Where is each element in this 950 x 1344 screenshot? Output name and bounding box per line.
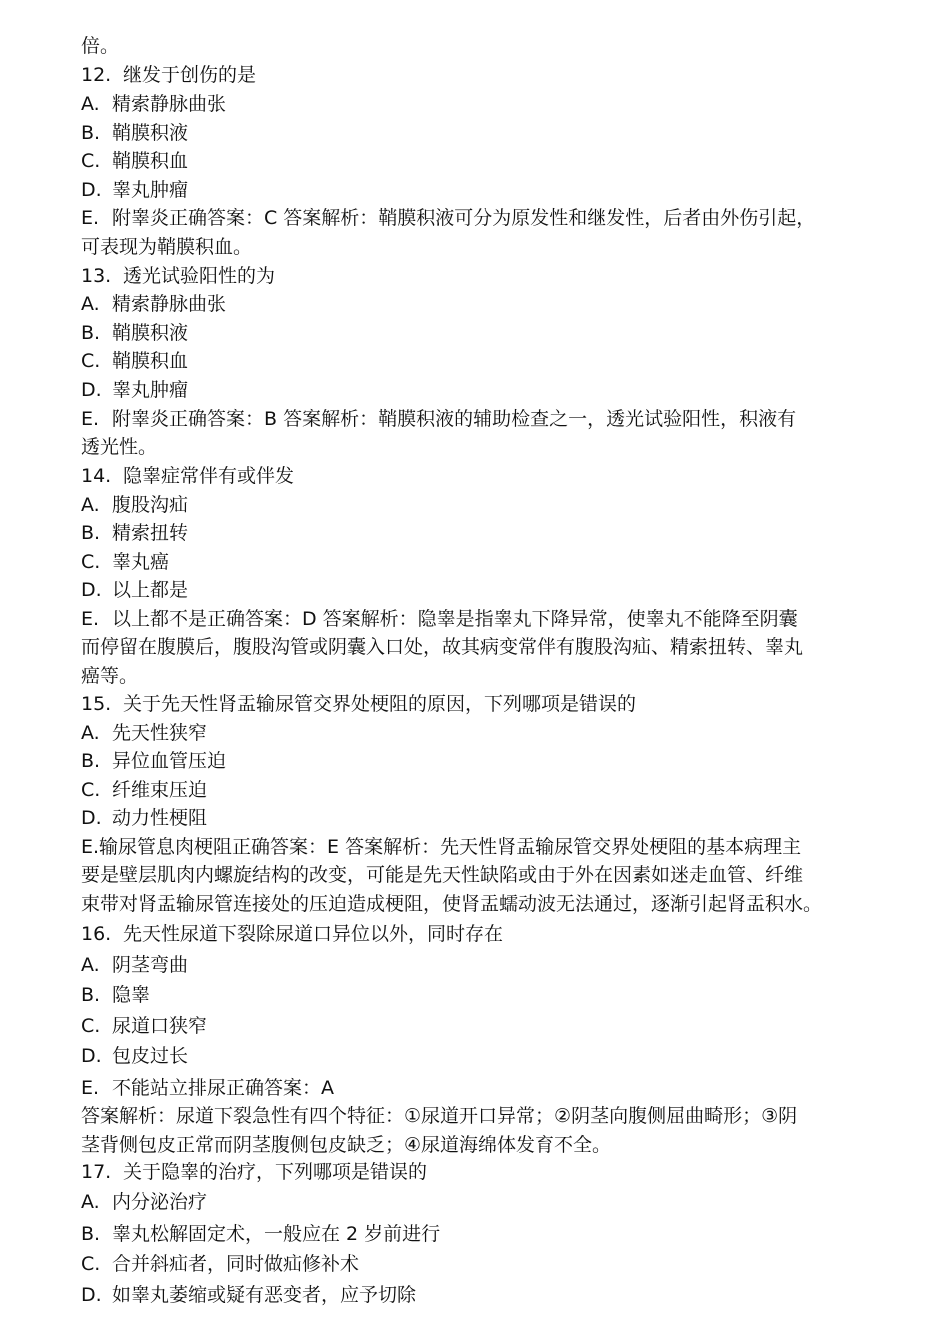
option-line — [81, 1286, 416, 1305]
question-line — [81, 267, 275, 286]
option-text: 隐睾 — [112, 984, 151, 1006]
option-line — [81, 581, 188, 600]
question-line — [81, 925, 503, 944]
option-key: B. — [81, 122, 101, 144]
question-number: 14. — [81, 465, 112, 487]
option-key: D. — [81, 807, 102, 829]
text-line: 可表现为鞘膜积血。 — [81, 236, 253, 258]
option-text: 鞘膜积液 — [112, 122, 189, 144]
question-text: 关于先天性肾盂输尿管交界处梗阻的原因，下列哪项是错误的 — [123, 693, 637, 715]
option-line — [81, 1017, 207, 1036]
option-key: E. — [81, 608, 100, 630]
option-line — [81, 1079, 334, 1098]
option-text: 先天性狭窄 — [112, 722, 208, 744]
option-text: 精索静脉曲张 — [112, 93, 227, 115]
option-line — [81, 553, 169, 572]
option-text: 异位血管压迫 — [112, 750, 227, 772]
question-line — [81, 66, 256, 85]
option-text: 阴茎弯曲 — [112, 954, 189, 976]
option-line — [81, 752, 226, 771]
question-number: 13. — [81, 265, 112, 287]
text-line: 要是壁层肌肉内螺旋结构的改变，可能是先天性缺陷或由于外在因素如迷走血管、纤维 — [81, 864, 804, 886]
option-text: 附睾炎正确答案：B 答案解析：鞘膜积液的辅助检查之一，透光试验阳性，积液有 — [112, 408, 797, 430]
option-key: E. — [81, 1077, 100, 1099]
option-key: A. — [81, 1191, 100, 1213]
question-line — [81, 1163, 427, 1182]
option-text: 睾丸松解固定术，一般应在 2 岁前进行 — [112, 1223, 441, 1245]
question-number: 17. — [81, 1161, 112, 1183]
option-line — [81, 724, 207, 743]
option-line — [81, 1255, 359, 1274]
option-line — [81, 1047, 188, 1066]
option-text: 纤维束压迫 — [112, 779, 208, 801]
option-line — [81, 610, 798, 629]
option-key: B. — [81, 750, 101, 772]
question-text: 透光试验阳性的为 — [123, 265, 276, 287]
option-text: 内分泌治疗 — [112, 1191, 208, 1213]
option-text: 以上都不是正确答案：D 答案解析：隐睾是指睾丸下降异常，使睾丸不能降至阴囊 — [112, 608, 798, 630]
option-key: D. — [81, 179, 102, 201]
option-text: 如睾丸萎缩或疑有恶变者，应予切除 — [112, 1284, 417, 1306]
option-key: A. — [81, 722, 100, 744]
option-text: 睾丸肿瘤 — [112, 179, 189, 201]
question-number: 16. — [81, 923, 112, 945]
question-number: 12. — [81, 64, 112, 86]
option-key: A. — [81, 293, 100, 315]
option-text: 动力性梗阻 — [112, 807, 208, 829]
question-number: 15. — [81, 693, 112, 715]
option-key: A. — [81, 954, 100, 976]
option-key: A. — [81, 494, 100, 516]
question-line — [81, 467, 294, 486]
option-line — [81, 956, 188, 975]
option-line — [81, 410, 796, 429]
option-line — [81, 496, 188, 515]
option-key: B. — [81, 1223, 101, 1245]
option-key: C. — [81, 779, 101, 801]
text-line: 茎背侧包皮正常而阴茎腹侧包皮缺乏；④尿道海绵体发育不全。 — [81, 1134, 612, 1156]
option-key: C. — [81, 1253, 101, 1275]
option-line — [81, 986, 150, 1005]
option-key: B. — [81, 322, 101, 344]
option-key: B. — [81, 984, 101, 1006]
question-text: 继发于创伤的是 — [123, 64, 257, 86]
option-line — [81, 1225, 440, 1244]
option-line — [81, 324, 188, 343]
option-text: 以上都是 — [112, 579, 189, 601]
text-line: 癌等。 — [81, 665, 139, 687]
option-text: 鞘膜积液 — [112, 322, 189, 344]
question-text: 先天性尿道下裂除尿道口异位以外，同时存在 — [123, 923, 504, 945]
option-key: C. — [81, 1015, 101, 1037]
option-line — [81, 809, 207, 828]
option-key: E. — [81, 207, 100, 229]
option-key: D. — [81, 1045, 102, 1067]
option-text: 附睾炎正确答案：C 答案解析：鞘膜积液可分为原发性和继发性，后者由外伤引起， — [112, 207, 816, 229]
option-key: D. — [81, 1284, 102, 1306]
option-line — [81, 781, 207, 800]
option-text: 鞘膜积血 — [112, 350, 189, 372]
option-line — [81, 124, 188, 143]
option-line — [81, 295, 226, 314]
option-line — [81, 352, 188, 371]
option-key: D. — [81, 379, 102, 401]
option-text: 尿道口狭窄 — [112, 1015, 208, 1037]
option-line — [81, 181, 188, 200]
option-line — [81, 524, 188, 543]
option-line — [81, 209, 815, 228]
question-text: 隐睾症常伴有或伴发 — [123, 465, 295, 487]
option-text: 包皮过长 — [112, 1045, 189, 1067]
option-line — [81, 1193, 207, 1212]
text-line: E.输尿管息肉梗阻正确答案：E 答案解析：先天性肾盂输尿管交界处梗阻的基本病理主 — [81, 836, 802, 858]
option-text: 鞘膜积血 — [112, 150, 189, 172]
option-text: 睾丸癌 — [112, 551, 170, 573]
question-text: 关于隐睾的治疗，下列哪项是错误的 — [123, 1161, 428, 1183]
text-line: 透光性。 — [81, 436, 158, 458]
option-key: C. — [81, 551, 101, 573]
option-key: C. — [81, 350, 101, 372]
option-line — [81, 381, 188, 400]
question-line — [81, 695, 636, 714]
text-line: 束带对肾盂输尿管连接处的压迫造成梗阻，使肾盂蠕动波无法通过，逐渐引起肾盂积水。 — [81, 893, 823, 915]
text-line: 而停留在腹膜后，腹股沟管或阴囊入口处，故其病变常伴有腹股沟疝、精索扭转、睾丸 — [81, 636, 804, 658]
option-text: 不能站立排尿正确答案：A — [112, 1077, 334, 1099]
option-key: E. — [81, 408, 100, 430]
option-text: 睾丸肿瘤 — [112, 379, 189, 401]
option-key: A. — [81, 93, 100, 115]
option-line — [81, 152, 188, 171]
option-text: 精索扭转 — [112, 522, 189, 544]
option-text: 精索静脉曲张 — [112, 293, 227, 315]
option-text: 合并斜疝者，同时做疝修补术 — [112, 1253, 360, 1275]
option-text: 腹股沟疝 — [112, 494, 189, 516]
option-line — [81, 95, 226, 114]
text-line: 答案解析：尿道下裂急性有四个特征：①尿道开口异常；②阴茎向腹侧屈曲畸形；③阴 — [81, 1105, 798, 1127]
text-line: 倍。 — [81, 35, 120, 57]
option-key: C. — [81, 150, 101, 172]
option-key: D. — [81, 579, 102, 601]
option-key: B. — [81, 522, 101, 544]
